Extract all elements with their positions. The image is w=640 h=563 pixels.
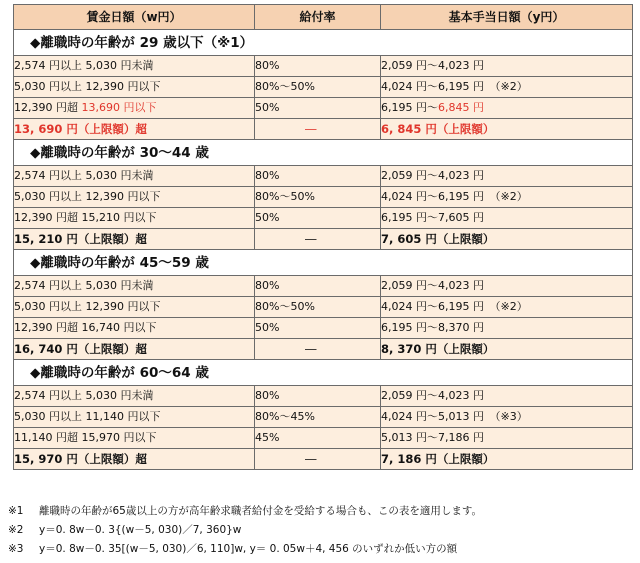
section-header <box>14 250 633 276</box>
cap-row <box>14 449 633 470</box>
benefit-cell: 2,059 円～4,023 円 <box>381 166 633 187</box>
wage-cell <box>14 98 255 119</box>
wage-cell: 5,030 円以上 12,390 円以下 <box>14 297 255 318</box>
benefit-lower: 6,195 円～ <box>381 101 438 114</box>
table-row <box>14 318 633 339</box>
benefit-cell: 5,013 円～7,186 円 <box>381 428 633 449</box>
benefit-rate-table <box>13 4 633 470</box>
rate-cell: 80%～50% <box>255 187 381 208</box>
wage-cell: 12,390 円超 16,740 円以下 <box>14 318 255 339</box>
rate-cell: 80% <box>255 166 381 187</box>
section-header <box>14 360 633 386</box>
table-row <box>14 56 633 77</box>
cap-benefit-cell: 6, 845 円（上限額） <box>381 119 633 140</box>
wage-cell: 5,030 円以上 11,140 円以下 <box>14 407 255 428</box>
cap-row <box>14 339 633 360</box>
benefit-cell: 2,059 円～4,023 円 <box>381 386 633 407</box>
table-row <box>14 208 633 229</box>
section-title: ◆離職時の年齢が 45～59 歳 <box>14 250 633 276</box>
rate-cell: 80% <box>255 386 381 407</box>
header-rate: 給付率 <box>255 5 381 30</box>
footnote-text: y＝0. 8w－0. 3{(w－5, 030)／7, 360}w <box>39 524 242 536</box>
benefit-cell: 2,059 円～4,023 円 <box>381 276 633 297</box>
rate-cell: 80% <box>255 276 381 297</box>
footnote <box>8 521 636 540</box>
rate-cell: 80%～50% <box>255 297 381 318</box>
table-row <box>14 98 633 119</box>
benefit-cell: 2,059 円～4,023 円 <box>381 56 633 77</box>
header-wage: 賃金日額（w円） <box>14 5 255 30</box>
wage-cell: 12,390 円超 15,210 円以下 <box>14 208 255 229</box>
table-header-row <box>14 5 633 30</box>
table-row <box>14 166 633 187</box>
rate-cell: 50% <box>255 318 381 339</box>
cap-rate-cell: ― <box>255 229 381 250</box>
wage-cell: 5,030 円以上 12,390 円以下 <box>14 77 255 98</box>
benefit-cell: 4,024 円～6,195 円 （※2） <box>381 297 633 318</box>
wage-upper-highlight: 13,690 円以下 <box>81 101 157 114</box>
benefit-cell: 4,024 円～5,013 円 （※3） <box>381 407 633 428</box>
cap-wage-cell: 15, 210 円（上限額）超 <box>14 229 255 250</box>
rate-cell: 45% <box>255 428 381 449</box>
cap-benefit-cell: 7, 186 円（上限額） <box>381 449 633 470</box>
table-row <box>14 428 633 449</box>
footnote-mark: ※1 <box>8 505 24 517</box>
wage-cell: 2,574 円以上 5,030 円未満 <box>14 386 255 407</box>
rate-cell: 80%～50% <box>255 77 381 98</box>
benefit-upper-highlight: 6,845 円 <box>438 101 484 114</box>
benefit-cell: 6,195 円～8,370 円 <box>381 318 633 339</box>
table-row <box>14 187 633 208</box>
footnote <box>8 540 636 559</box>
footnote-text: y＝0. 8w－0. 35[(w－5, 030)／6, 110]w, y＝ 0. 05w＋4, 456 のいずれか低い方の額 <box>39 543 458 555</box>
table-row <box>14 407 633 428</box>
cap-rate-cell: ― <box>255 339 381 360</box>
wage-cell: 2,574 円以上 5,030 円未満 <box>14 166 255 187</box>
table-row <box>14 386 633 407</box>
cap-row <box>14 119 633 140</box>
table-row <box>14 276 633 297</box>
rate-cell: 50% <box>255 98 381 119</box>
section-header <box>14 140 633 166</box>
cap-wage-cell: 16, 740 円（上限額）超 <box>14 339 255 360</box>
cap-benefit-cell: 8, 370 円（上限額） <box>381 339 633 360</box>
table-row <box>14 297 633 318</box>
cap-benefit-cell: 7, 605 円（上限額） <box>381 229 633 250</box>
footnotes <box>8 502 636 559</box>
benefit-cell: 4,024 円～6,195 円 （※2） <box>381 187 633 208</box>
wage-cell: 11,140 円超 15,970 円以下 <box>14 428 255 449</box>
rate-cell: 80%～45% <box>255 407 381 428</box>
section-title: ◆離職時の年齢が 30～44 歳 <box>14 140 633 166</box>
cap-row <box>14 229 633 250</box>
benefit-cell: 4,024 円～6,195 円 （※2） <box>381 77 633 98</box>
section-title: ◆離職時の年齢が 29 歳以下（※1） <box>14 30 633 56</box>
wage-cell: 2,574 円以上 5,030 円未満 <box>14 56 255 77</box>
cap-rate-cell: ― <box>255 449 381 470</box>
cap-wage-cell: 13, 690 円（上限額）超 <box>14 119 255 140</box>
footnote <box>8 502 636 521</box>
benefit-cell <box>381 98 633 119</box>
cap-wage-cell: 15, 970 円（上限額）超 <box>14 449 255 470</box>
footnote-mark: ※3 <box>8 543 24 555</box>
wage-cell: 2,574 円以上 5,030 円未満 <box>14 276 255 297</box>
table-row <box>14 77 633 98</box>
rate-cell: 80% <box>255 56 381 77</box>
section-title: ◆離職時の年齢が 60～64 歳 <box>14 360 633 386</box>
rate-cell: 50% <box>255 208 381 229</box>
footnote-mark: ※2 <box>8 524 24 536</box>
benefit-cell: 6,195 円～7,605 円 <box>381 208 633 229</box>
section-header <box>14 30 633 56</box>
wage-cell: 5,030 円以上 12,390 円以下 <box>14 187 255 208</box>
header-benefit: 基本手当日額（y円） <box>381 5 633 30</box>
wage-lower: 12,390 円超 <box>14 101 82 114</box>
footnote-text: 離職時の年齢が65歳以上の方が高年齢求職者給付金を受給する場合も、この表を適用します。 <box>39 505 483 517</box>
cap-rate-cell: ― <box>255 119 381 140</box>
